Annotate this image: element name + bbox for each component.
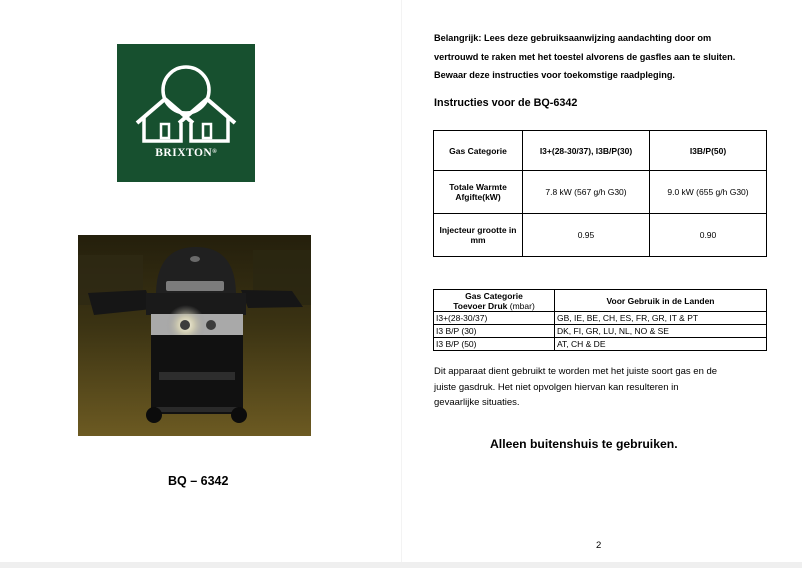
- logo-brand-text: BRIXTON®: [155, 147, 217, 159]
- table-cell: Injecteur grootte in mm: [434, 214, 523, 257]
- model-caption: BQ – 6342: [168, 474, 229, 488]
- important-warning: [434, 29, 774, 85]
- warning-line: vertrouwd te raken met het toestel alvorens de gasfles aan te sluiten.: [434, 51, 736, 62]
- page-divider: [401, 0, 402, 568]
- brixton-logo: [117, 44, 255, 182]
- table-cell: Totale Warmte Afgifte(kW): [434, 171, 523, 214]
- warning-line: Bewaar deze instructies voor toekomstige raadpleging.: [434, 70, 675, 80]
- header-line: Toevoer Druk: [453, 300, 508, 311]
- table-row: [434, 290, 767, 312]
- table-cell: I3+(28-30/37): [434, 312, 555, 325]
- usage-warning-text: [434, 364, 769, 411]
- table-cell: I3+(28-30/37), I3B/P(30): [523, 131, 650, 171]
- table-cell: 0.95: [523, 214, 650, 257]
- table-cell: 0.90: [650, 214, 767, 257]
- table-row: [434, 325, 767, 338]
- table-cell: I3B/P(50): [650, 131, 767, 171]
- gas-spec-table: [433, 130, 767, 257]
- body-line: gevaarlijke situaties.: [434, 397, 520, 408]
- body-line: juiste gasdruk. Het niet opvolgen hiervan kan resulteren in: [434, 381, 679, 393]
- table-row: [434, 131, 767, 171]
- table-row: [434, 312, 767, 325]
- instructions-title: Instructies voor de BQ-6342: [434, 97, 578, 109]
- table-cell: 7.8 kW (567 g/h G30): [523, 171, 650, 214]
- header-line: Gas Categorie: [465, 290, 523, 301]
- table-cell: AT, CH & DE: [555, 338, 767, 351]
- outdoor-use-notice: Alleen buitenshuis te gebruiken.: [490, 437, 678, 451]
- table-row: [434, 214, 767, 257]
- bottom-strip: [0, 562, 802, 568]
- table-row: [434, 338, 767, 351]
- table-row: [434, 171, 767, 214]
- gas-country-table: [433, 289, 767, 351]
- table-cell: Gas Categorie: [434, 131, 523, 171]
- table-header-cell: [434, 290, 555, 312]
- table-cell: I3 B/P (30): [434, 325, 555, 338]
- warning-line: Belangrijk: Lees deze gebruiksaanwijzing aandachting door om: [434, 33, 712, 43]
- brixton-houses-logo: [117, 44, 255, 182]
- page-number: 2: [596, 540, 602, 551]
- unit-label: (mbar): [509, 300, 535, 311]
- table-cell: DK, FI, GR, LU, NL, NO & SE: [555, 325, 767, 338]
- table-header-cell: Voor Gebruik in de Landen: [555, 290, 767, 312]
- body-line: Dit apparaat dient gebruikt te worden met het juiste soort gas en de: [434, 366, 718, 377]
- table-cell: I3 B/P (50): [434, 338, 555, 351]
- table-cell: 9.0 kW (655 g/h G30): [650, 171, 767, 214]
- table-cell: GB, IE, BE, CH, ES, FR, GR, IT & PT: [555, 312, 767, 325]
- bbq-product-photo: [78, 235, 311, 436]
